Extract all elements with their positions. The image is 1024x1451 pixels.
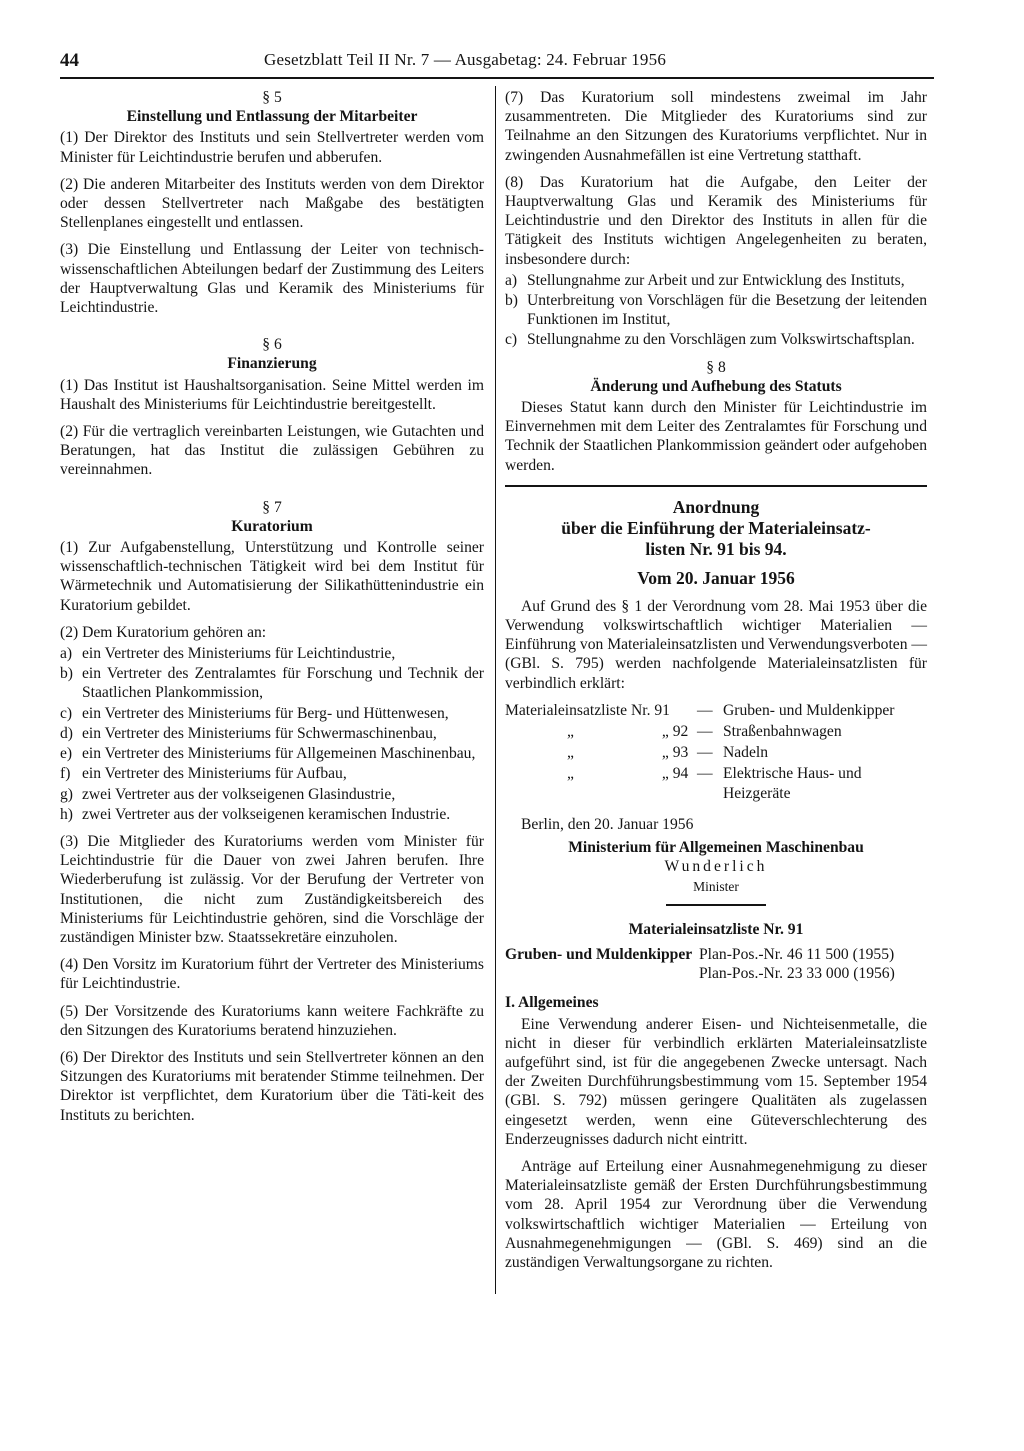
list-number: „ 93 — [661, 744, 689, 762]
list-number: „ 94 — [661, 765, 689, 783]
list-item-text: zwei Vertreter aus der volkseigenen Glasindustrie, — [82, 785, 396, 803]
issuing-ministry: Ministerium für Allgemeinen Maschinenbau — [568, 839, 864, 857]
material-lists-table — [505, 701, 927, 805]
list-item-text: ein Vertreter des Ministeriums für Leichtindustrie, — [82, 645, 396, 663]
list-item — [505, 291, 927, 329]
dash: — — [697, 765, 713, 783]
section-7-para-3: (3) Die Mitglieder des Kuratoriums werden vom Minister für Leichtindustrie für die Dauer von zwei Jahren berufen. Ihre Wiederberufung ist zulässig. Vor der Berufung der Vertreter von Institutionen, die nicht zum Zuständigkeitsbereich des Ministeriums für Leichtindustrie gehören, sind die Vorschläge der zuständigen Minister bzw. Staatssekretäre einzuholen. — [60, 832, 484, 946]
section-separator — [505, 485, 927, 487]
section-7-para-2-intro: (2) Dem Kuratorium gehören an: — [60, 623, 267, 641]
list-marker: a) — [505, 271, 518, 289]
section-7-title: Kuratorium — [231, 517, 313, 535]
section-6-number: § 6 — [262, 336, 282, 354]
ditto-mark: „ — [567, 765, 574, 783]
section-8-text: Dieses Statut kann durch den Minister für Leichtindustrie im Einvernehmen mit dem Leiter des Zentralamtes für Forschung und Technik der Staatlichen Plankommission geändert oder aufgehoben werden. — [505, 399, 927, 474]
list-item-text: ein Vertreter des Ministeriums für Schwermaschinenbau, — [82, 724, 437, 742]
list-marker: b) — [60, 665, 73, 683]
section-6-para-1: (1) Das Institut ist Haushaltsorganisation. Seine Mittel werden im Haushalt des Ministeriums für Leichtindustrie bereitgestellt. — [60, 376, 484, 413]
section-6-title: Finanzierung — [227, 355, 317, 373]
material-list-91-header — [505, 945, 927, 983]
section-5-title: Einstellung und Entlassung der Mitarbeiter — [126, 108, 418, 126]
list-item-text: ein Vertreter des Ministeriums für Berg- und Hüttenwesen, — [82, 704, 449, 722]
list-item — [60, 644, 484, 663]
list-item — [60, 664, 484, 702]
section-6-para-2: (2) Für die vertraglich vereinbarten Leistungen, wie Gutachten und Beratungen, hat das Institut die zulässigen Gebühren zu vereinnahmen. — [60, 423, 484, 479]
plan-position-1955: Plan-Pos.-Nr. 46 11 500 (1955) — [699, 945, 895, 963]
list-number: Materialeinsatzliste Nr. 91 — [505, 701, 670, 719]
table-row — [505, 764, 927, 804]
ordinance-date: Vom 20. Januar 1956 — [637, 567, 795, 588]
list-marker: f) — [60, 765, 71, 783]
list-item — [60, 704, 484, 723]
general-para-2: Anträge auf Erteilung einer Ausnahmegenehmigung zu dieser Materialeinsatzliste gemäß der Ersten Durchführungsbestimmung vom 28. April 1954 zur Verordnung über die Verwendung volkswirtschaftlich wichtiger Materialien — Erteilung von Ausnahmegenehmigungen — (GBl. S. 469) sind an die zuständigen Verwaltungsorgane zu richten. — [505, 1157, 927, 1271]
general-section-heading: I. Allgemeines — [505, 994, 599, 1012]
list-number: „ 92 — [661, 723, 689, 741]
kuratorium-members-list — [60, 644, 484, 824]
running-title: Gesetzblatt Teil II Nr. 7 — Ausgabetag: 24. Februar 1956 — [264, 50, 667, 69]
dash: — — [697, 744, 713, 762]
list-item — [60, 785, 484, 804]
item-name: Gruben- und Muldenkipper — [505, 945, 693, 963]
list-marker: b) — [505, 292, 518, 310]
list-marker: a) — [60, 645, 73, 663]
ordinance-title-line-2: über die Einführung der Materialeinsatz- — [561, 517, 871, 538]
advisory-tasks-list — [505, 271, 927, 350]
table-row — [505, 722, 927, 743]
ordinance-intro: Auf Grund des § 1 der Verordnung vom 28. Mai 1953 über die Verwendung volkswirtschaftlich wichtiger Materialien — Einführung von Materialeinsatzlisten und Verwendungsverboten — (GBl. S. 795) werden nachfolgende Materialeinsatzlisten für verbindlich erklärt: — [505, 597, 927, 692]
ordinance-title-line-3: listen Nr. 91 bis 94. — [645, 538, 787, 559]
signatory-title: Minister — [693, 878, 739, 894]
list-marker: h) — [60, 805, 73, 823]
list-subject: Gruben- und Muldenkipper — [723, 701, 895, 719]
section-7-number: § 7 — [262, 498, 282, 516]
list-item — [60, 744, 484, 763]
material-list-91-title: Materialeinsatzliste Nr. 91 — [628, 920, 804, 938]
list-item — [60, 764, 484, 783]
right-column — [505, 88, 927, 1280]
section-8-title: Änderung und Aufhebung des Statuts — [590, 377, 842, 395]
ordinance-title-line-1: Anordnung — [672, 496, 760, 517]
list-item-text: ein Vertreter des Zentralamtes für Forschung und Technik der Staatlichen Plankommission, — [82, 665, 484, 702]
list-item — [60, 724, 484, 743]
dash: — — [697, 723, 713, 741]
list-item-text: Stellungnahme zu den Vorschlägen zum Volkswirtschaftsplan. — [527, 331, 915, 349]
ditto-mark: „ — [567, 744, 574, 762]
list-subject: Nadeln — [723, 744, 769, 762]
plan-position-1956: Plan-Pos.-Nr. 23 33 000 (1956) — [699, 965, 895, 983]
signatory-name: Wunderlich — [664, 858, 768, 876]
header-rule — [60, 77, 934, 79]
list-marker: c) — [505, 331, 518, 349]
table-row — [505, 743, 927, 764]
section-7-para-4: (4) Den Vorsitz im Kuratorium führt der Vertreter des Ministeriums für Leichtindustrie. — [60, 956, 484, 993]
place-and-date: Berlin, den 20. Januar 1956 — [521, 815, 694, 833]
table-row — [505, 701, 927, 722]
list-item-text: zwei Vertreter aus der volkseigenen keramischen Industrie. — [82, 805, 451, 823]
section-7-para-5: (5) Der Vorsitzende des Kuratoriums kann weitere Fachkräfte zu den Sitzungen des Kuratoriums beratend hinzuziehen. — [60, 1002, 484, 1039]
list-item — [505, 330, 927, 349]
list-marker: e) — [60, 745, 73, 763]
list-marker: g) — [60, 785, 73, 803]
page-number: 44 — [60, 50, 79, 71]
list-item-text: Unterbreitung von Vorschlägen für die Besetzung der leitenden Funktionen im Institut, — [527, 292, 927, 329]
list-item — [60, 805, 484, 824]
list-subject: Straßenbahnwagen — [723, 723, 842, 741]
ditto-mark: „ — [567, 723, 574, 741]
dash: — — [697, 701, 713, 719]
short-separator — [666, 904, 766, 906]
section-5-para-1: (1) Der Direktor des Instituts und sein Stellvertreter werden vom Minister für Leichtindustrie berufen und abberufen. — [60, 129, 484, 166]
general-para-1: Eine Verwendung anderer Eisen- und Nichteisenmetalle, die nicht in dieser für verbindlich erklärten Materialeinsatzliste aufgeführt sind, ist für die angegebenen Zwecke untersagt. Nach der Zweiten Durchführungsbestimmung vom 15. September 1954 (GBl. S. 792) müssen geringere Qualitäten als zugelassen eingesetzt werden, wenn eine Güteverschlechterung des Enderzeugnisses dadurch nicht eintritt. — [505, 1015, 927, 1148]
section-7-para-8: (8) Das Kuratorium hat die Aufgabe, den Leiter der Hauptverwaltung Glas und Keramik des Ministeriums für Leichtindustrie und den Direktor des Instituts in allen für die Tätigkeit des Instituts wichtigen Angelegenheiten zu beraten, insbesondere durch: — [505, 173, 927, 268]
section-7-para-7: (7) Das Kuratorium soll mindestens zweimal im Jahr zusammentreten. Die Mitglieder des Kuratoriums sind zur Teilnahme an den Sitzungen des Kuratoriums verpflichtet. Nur in zwingenden Ausnahmefällen ist eine Vertretung statthaft. — [505, 89, 927, 164]
section-8-number: § 8 — [706, 358, 726, 376]
list-marker: d) — [60, 724, 73, 742]
section-5-number: § 5 — [262, 89, 282, 106]
section-5-para-3: (3) Die Einstellung und Entlassung der Leiter von technisch-wissenschaftlichen Abteilungen bedarf der Zustimmung des Leiters der Hauptverwaltung Glas und Keramik des Ministeriums für Leichtindustrie. — [60, 241, 484, 317]
left-column — [60, 88, 484, 1133]
list-item-text: Stellungnahme zur Arbeit und zur Entwicklung des Instituts, — [527, 271, 905, 289]
list-marker: c) — [60, 704, 73, 722]
section-7-para-6: (6) Der Direktor des Instituts und sein Stellvertreter können an den Sitzungen des Kuratoriums mit beratender Stimme teilnehmen. Der Direktor ist verpflichtet, dem Kuratorium über die Täti-keit des Instituts zu berichten. — [60, 1048, 484, 1124]
section-7-para-1: (1) Zur Aufgabenstellung, Unterstützung und Kontrolle seiner wissenschaftlich-technischen Tätigkeit wird bei dem Institut für Wärmetechnik und Automatisierung der Silikathüttenindustrie ein Kuratorium gebildet. — [60, 539, 484, 614]
section-5-para-2: (2) Die anderen Mitarbeiter des Instituts werden von dem Direktor oder dessen Stellvertreter nach Maßgabe des bestätigten Stellenplanes eingestellt und entlassen. — [60, 175, 484, 232]
list-subject: Elektrische Haus- und Heizgeräte — [723, 765, 862, 802]
column-divider — [495, 86, 496, 1294]
list-item — [505, 271, 927, 290]
list-item-text: ein Vertreter des Ministeriums für Allgemeinen Maschinenbau, — [82, 745, 476, 763]
list-item-text: ein Vertreter des Ministeriums für Aufbau, — [82, 765, 347, 783]
